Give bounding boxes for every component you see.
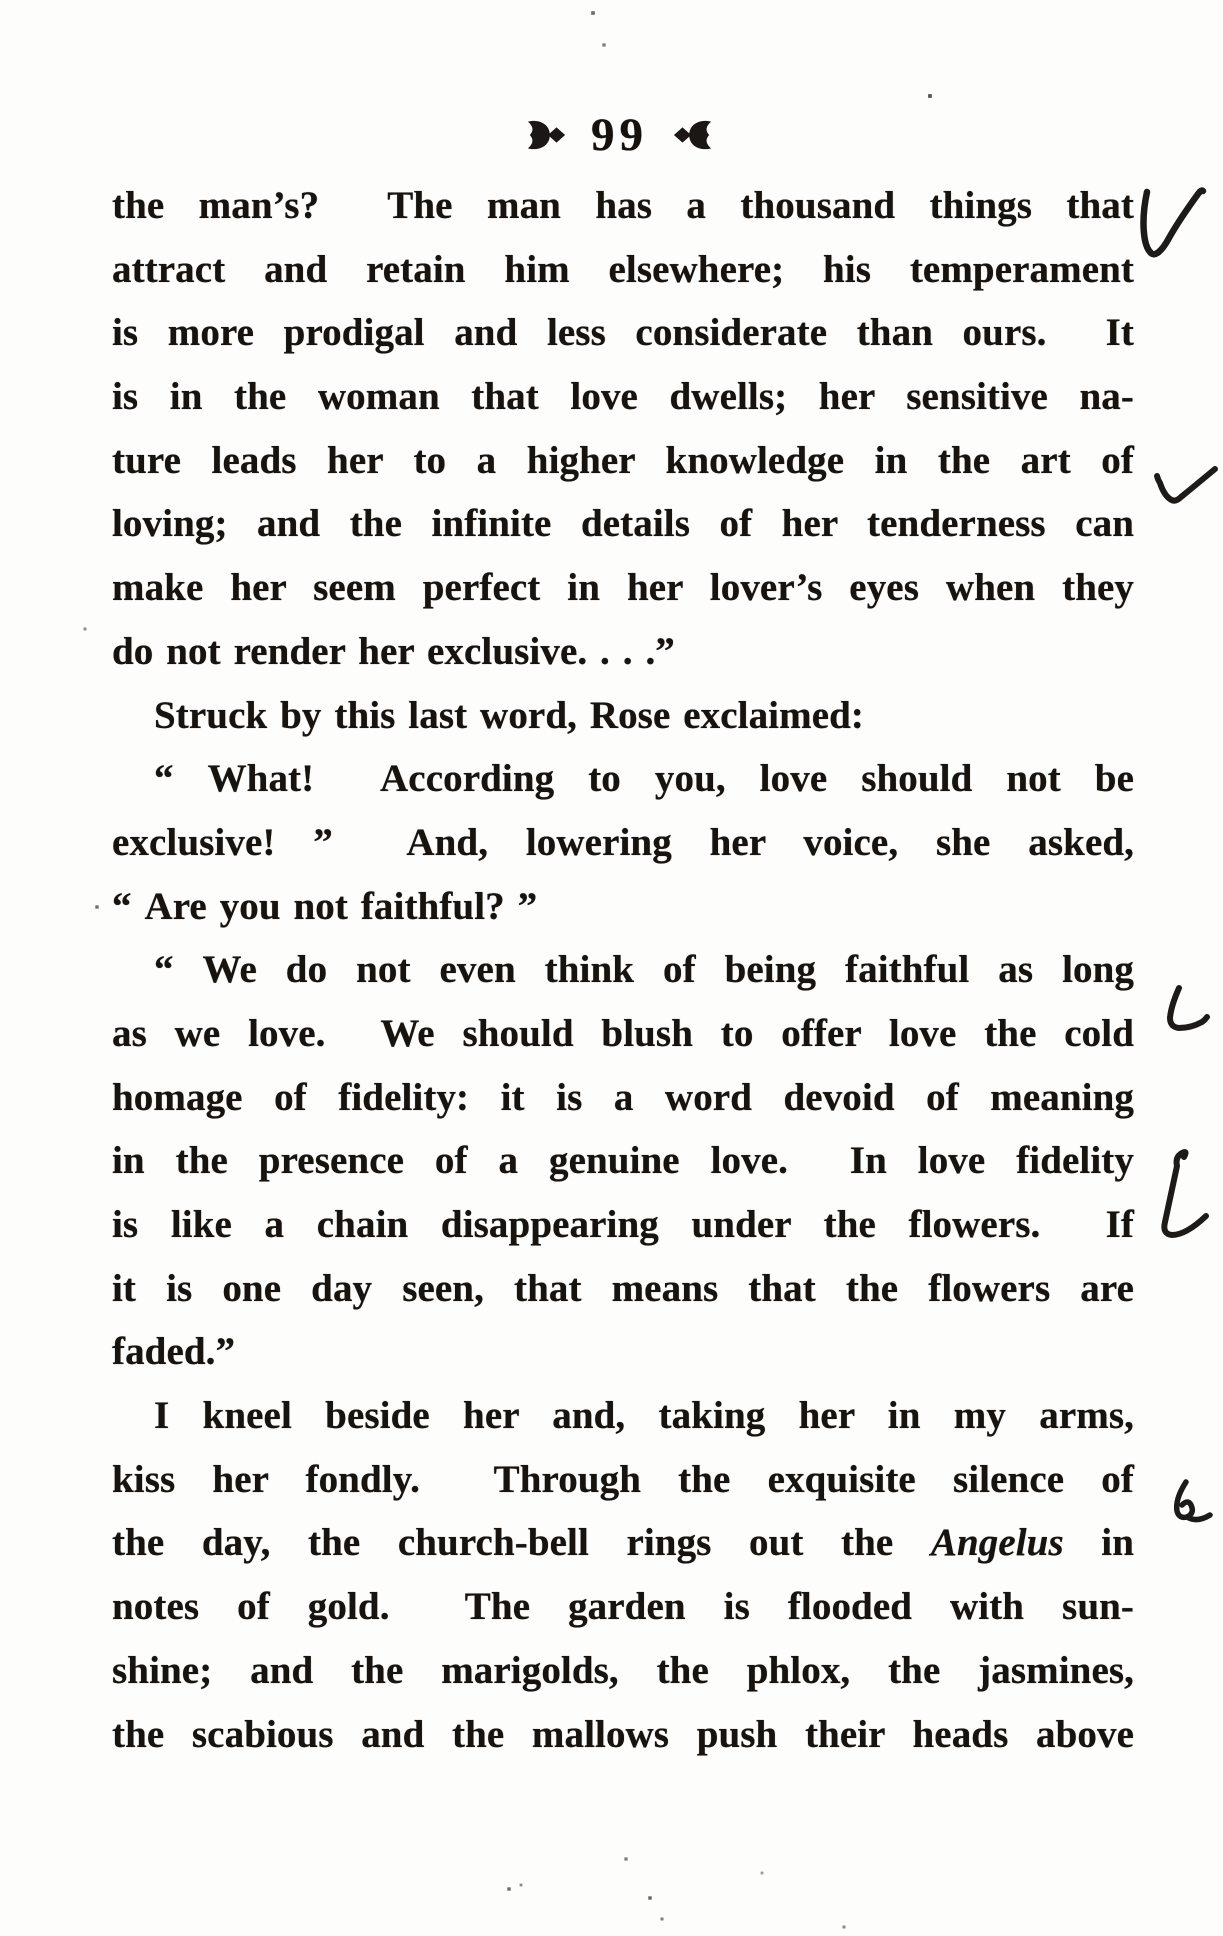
text-segment: I kneel beside her and, taking her in my arms, [154,1394,1134,1438]
text-line [112,938,1134,1002]
text-line [112,747,1134,811]
pencil-script-l-icon [1164,1478,1214,1522]
text-segment: shine; and the marigolds, the phlox, the jasmines, [112,1648,1134,1692]
text-segment: make her seem perfect in her lover’s eyes when they [112,566,1134,610]
page-number: 99 [591,109,648,161]
text-line [112,1511,1134,1575]
fleuron-ornament-left-icon [525,117,567,153]
text-segment: ture leads her to a higher knowledge in the art of [112,438,1134,482]
page-text [112,174,1134,1766]
pencil-check-mark-icon [1138,180,1204,272]
text-segment: in the presence of a genuine love. In love fidelity [112,1139,1134,1183]
text-line [112,1193,1134,1257]
text-segment: “ We do not even think of being faithful as long [154,948,1134,992]
text-segment: the scabious and the mallows push their heads above [112,1712,1134,1756]
text-segment: “ What! According to you, love should not be [154,757,1134,801]
text-line [112,1257,1134,1321]
text-segment: is in the woman that love dwells; her sensitive na- [112,375,1134,419]
text-line [112,429,1134,493]
text-line [112,301,1134,365]
text-segment: attract and retain him elsewhere; his temperament [112,247,1134,291]
text-line [112,1448,1134,1512]
text-line [112,556,1134,620]
text-line [112,492,1134,556]
text-segment: is more prodigal and less considerate than ours. It [112,311,1134,355]
scan-noise-specks [0,0,2,2]
text-line [112,620,1134,684]
text-segment: faded.” [112,1330,236,1374]
text-line [112,811,1134,875]
text-segment: as we love. We should blush to offer love the cold [112,1011,1134,1055]
text-segment: loving; and the infinite details of her tenderness can [112,502,1134,546]
text-segment: kiss her fondly. Through the exquisite silence of [112,1457,1134,1501]
text-line [112,1066,1134,1130]
italic-word: Angelus [930,1521,1064,1565]
text-line [112,1320,1134,1384]
text-segment: notes of gold. The garden is flooded with sun- [112,1585,1134,1629]
page-header [8,108,1223,162]
text-segment: Struck by this last word, Rose exclaimed: [154,693,864,737]
text-segment: it is one day seen, that means that the flowers are [112,1266,1134,1310]
text-line [112,1002,1134,1066]
text-segment: “ Are you not faithful? ” [112,884,538,928]
pencil-check-mark-icon [1154,460,1220,508]
fleuron-ornament-right-icon [672,117,714,153]
text-line [112,1575,1134,1639]
text-line [112,1703,1134,1767]
text-line [112,238,1134,302]
text-segment: in [1063,1521,1135,1565]
text-segment: is like a chain disappearing under the flowers. If [112,1203,1134,1246]
text-line [112,1384,1134,1448]
text-segment: exclusive! ” And, lowering her voice, she asked, [112,820,1134,864]
text-segment: do not render her exclusive. . . .” [112,629,675,673]
pencil-l-tick-icon [1158,984,1212,1032]
pencil-l-tick-tall-icon [1148,1148,1214,1242]
text-line [112,1129,1134,1193]
text-segment: the man’s? The man has a thousand things that [112,184,1134,227]
text-segment: the day, the church-bell rings out the [112,1521,931,1565]
text-line [112,1639,1134,1703]
text-line [112,684,1134,748]
text-segment: homage of fidelity: it is a word devoid of meaning [112,1075,1134,1119]
text-line [112,875,1134,939]
text-line [112,174,1134,238]
text-line [112,365,1134,429]
